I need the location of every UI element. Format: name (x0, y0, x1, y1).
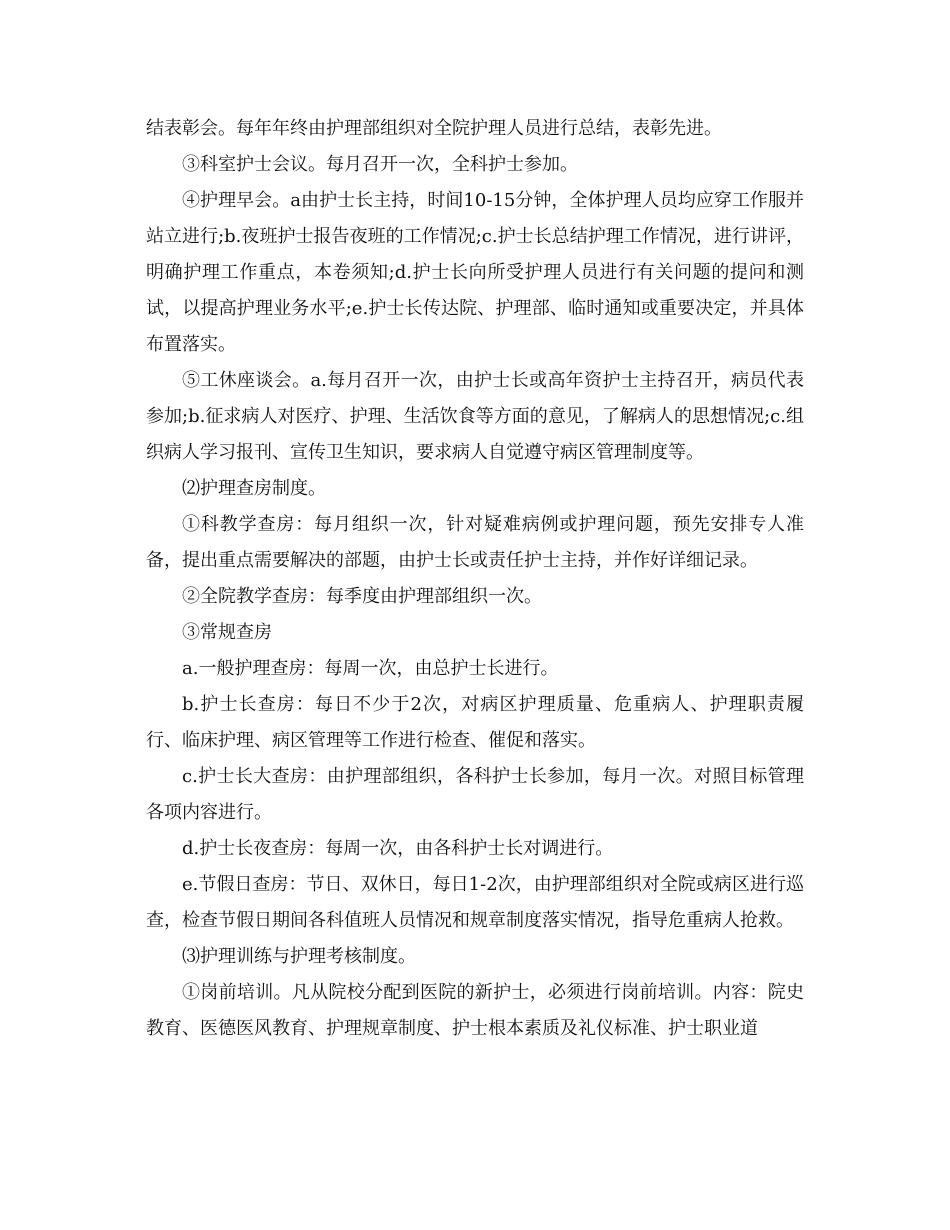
paragraph-3: ④护理早会。a由护士长主持，时间10-15分钟，全体护理人员均应穿工作服并站立进行;b.夜班护士报告夜班的工作情况;c.护士长总结护理工作情况，进行讲评，明确护理工作重点，本卷须知;d.护士长向所受护理人员进行有关问题的提问和测试，以提高护理业务水平;e.护士长传达院、护理部、临时通知或重要决定，并具体布置落实。 (146, 190, 804, 355)
paragraph-12: d.护士长夜查房：每周一次，由各科护士长对调进行。 (182, 838, 614, 859)
section-heading-3: ⑶护理训练与护理考核制度。 (182, 946, 416, 967)
paragraph-11: c.护士长大查房：由护理部组织，各科护士长参加，每月一次。对照目标管理各项内容进行。 (146, 766, 804, 823)
paragraph-8: ③常规查房 (182, 622, 272, 643)
paragraph-9: a.一般护理查房：每周一次，由总护士长进行。 (182, 658, 559, 679)
section-heading-2: ⑵护理查房制度。 (182, 478, 326, 499)
paragraph-4: ⑤工休座谈会。a.每月召开一次，由护士长或高年资护士主持召开，病员代表参加;b.征求病人对医疗、护理、生活饮食等方面的意见，了解病人的思想情况;c.组织病人学习报刊、宣传卫生知识，要求病人自觉遵守病区管理制度等。 (146, 370, 804, 463)
paragraph-13: e.节假日查房：节日、双休日，每日1-2次，由护理部组织对全院或病区进行巡查，检查节假日期间各科值班人员情况和规章制度落实情况，指导危重病人抢救。 (146, 874, 804, 931)
paragraph-7: ②全院教学查房：每季度由护理部组织一次。 (182, 586, 542, 607)
paragraph-2: ③科室护士会议。每月召开一次，全科护士参加。 (182, 154, 578, 175)
paragraph-10: b.护士长查房：每日不少于2次，对病区护理质量、危重病人、护理职责履行、临床护理、病区管理等工作进行检查、催促和落实。 (146, 694, 804, 751)
paragraph-1: 结表彰会。每年年终由护理部组织对全院护理人员进行总结，表彰先进。 (146, 118, 722, 139)
paragraph-6: ①科教学查房：每月组织一次，针对疑难病例或护理问题，预先安排专人准备，提出重点需要解决的部题，由护士长或责任护士主持，并作好详细记录。 (146, 514, 804, 571)
document-page (146, 111, 804, 1047)
paragraph-15: ①岗前培训。凡从院校分配到医院的新护士，必须进行岗前培训。内容：院史教育、医德医风教育、护理规章制度、护士根本素质及礼仪标准、护士职业道 (146, 982, 804, 1039)
